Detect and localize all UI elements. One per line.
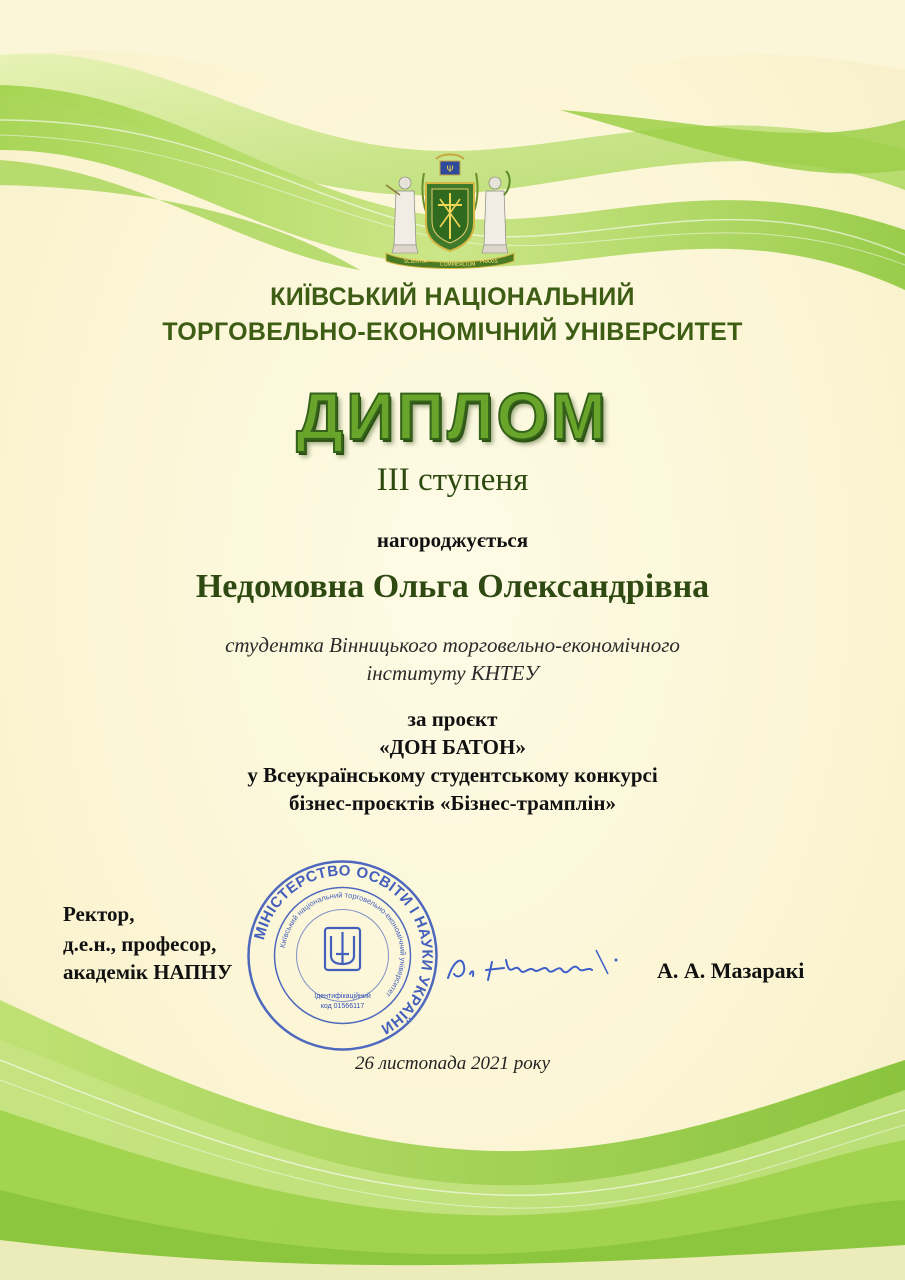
stamp-id-label: Ідентифікаційний: [314, 993, 371, 1000]
contest-line2: бізнес-проєктів «Бізнес-трамплін»: [289, 791, 616, 815]
recipient-name: Недомовна Ольга Олександрівна: [195, 568, 710, 605]
university-name-line1: КИЇВСЬКИЙ НАЦІОНАЛЬНИЙ: [270, 283, 635, 311]
stamp-id-code: код 01566117: [320, 1003, 365, 1010]
rector-academic: академік НАПНУ: [63, 960, 233, 984]
emblem-motto-mid: COMMERCIUM: [440, 262, 476, 268]
diploma-degree: III ступеня: [376, 462, 529, 498]
project-name: «ДОН БАТОН»: [379, 735, 526, 759]
affiliation-line1: студентка Вінницького торговельно-економічного: [225, 633, 680, 657]
university-name-line2: ТОРГОВЕЛЬНО-ЕКОНОМІЧНИЙ УНІВЕРСИТЕТ: [162, 318, 743, 346]
affiliation-line2: інституту КНТЕУ: [366, 661, 539, 685]
issue-date: 26 листопада 2021 року: [354, 1053, 551, 1074]
university-emblem-icon: [380, 153, 520, 271]
project-label: за проєкт: [407, 707, 498, 731]
awarded-label: нагороджується: [376, 528, 529, 552]
rector-name: А. А. Мазаракі: [657, 958, 805, 983]
stamp-outer-text: МІНІСТЕРСТВО ОСВІТИ І НАУКИ УКРАЇНИ: [251, 862, 436, 1038]
emblem-motto-right: PRAXIS: [480, 259, 498, 265]
svg-text:Ψ: Ψ: [446, 165, 454, 175]
diploma-title: ДИПЛОМ: [296, 379, 609, 453]
rector-signature: [440, 940, 640, 990]
stamp-inner-text: Київський національний торговельно-економічний університет: [278, 890, 408, 999]
rector-degree: д.е.н., професор,: [63, 932, 217, 956]
official-stamp: [245, 858, 440, 1053]
trident-icon: [325, 928, 360, 970]
emblem-motto-left: SCIENTIA: [404, 259, 427, 265]
rector-title: Ректор,: [63, 902, 135, 926]
contest-line1: у Всеукраїнському студентському конкурсі: [247, 763, 658, 787]
